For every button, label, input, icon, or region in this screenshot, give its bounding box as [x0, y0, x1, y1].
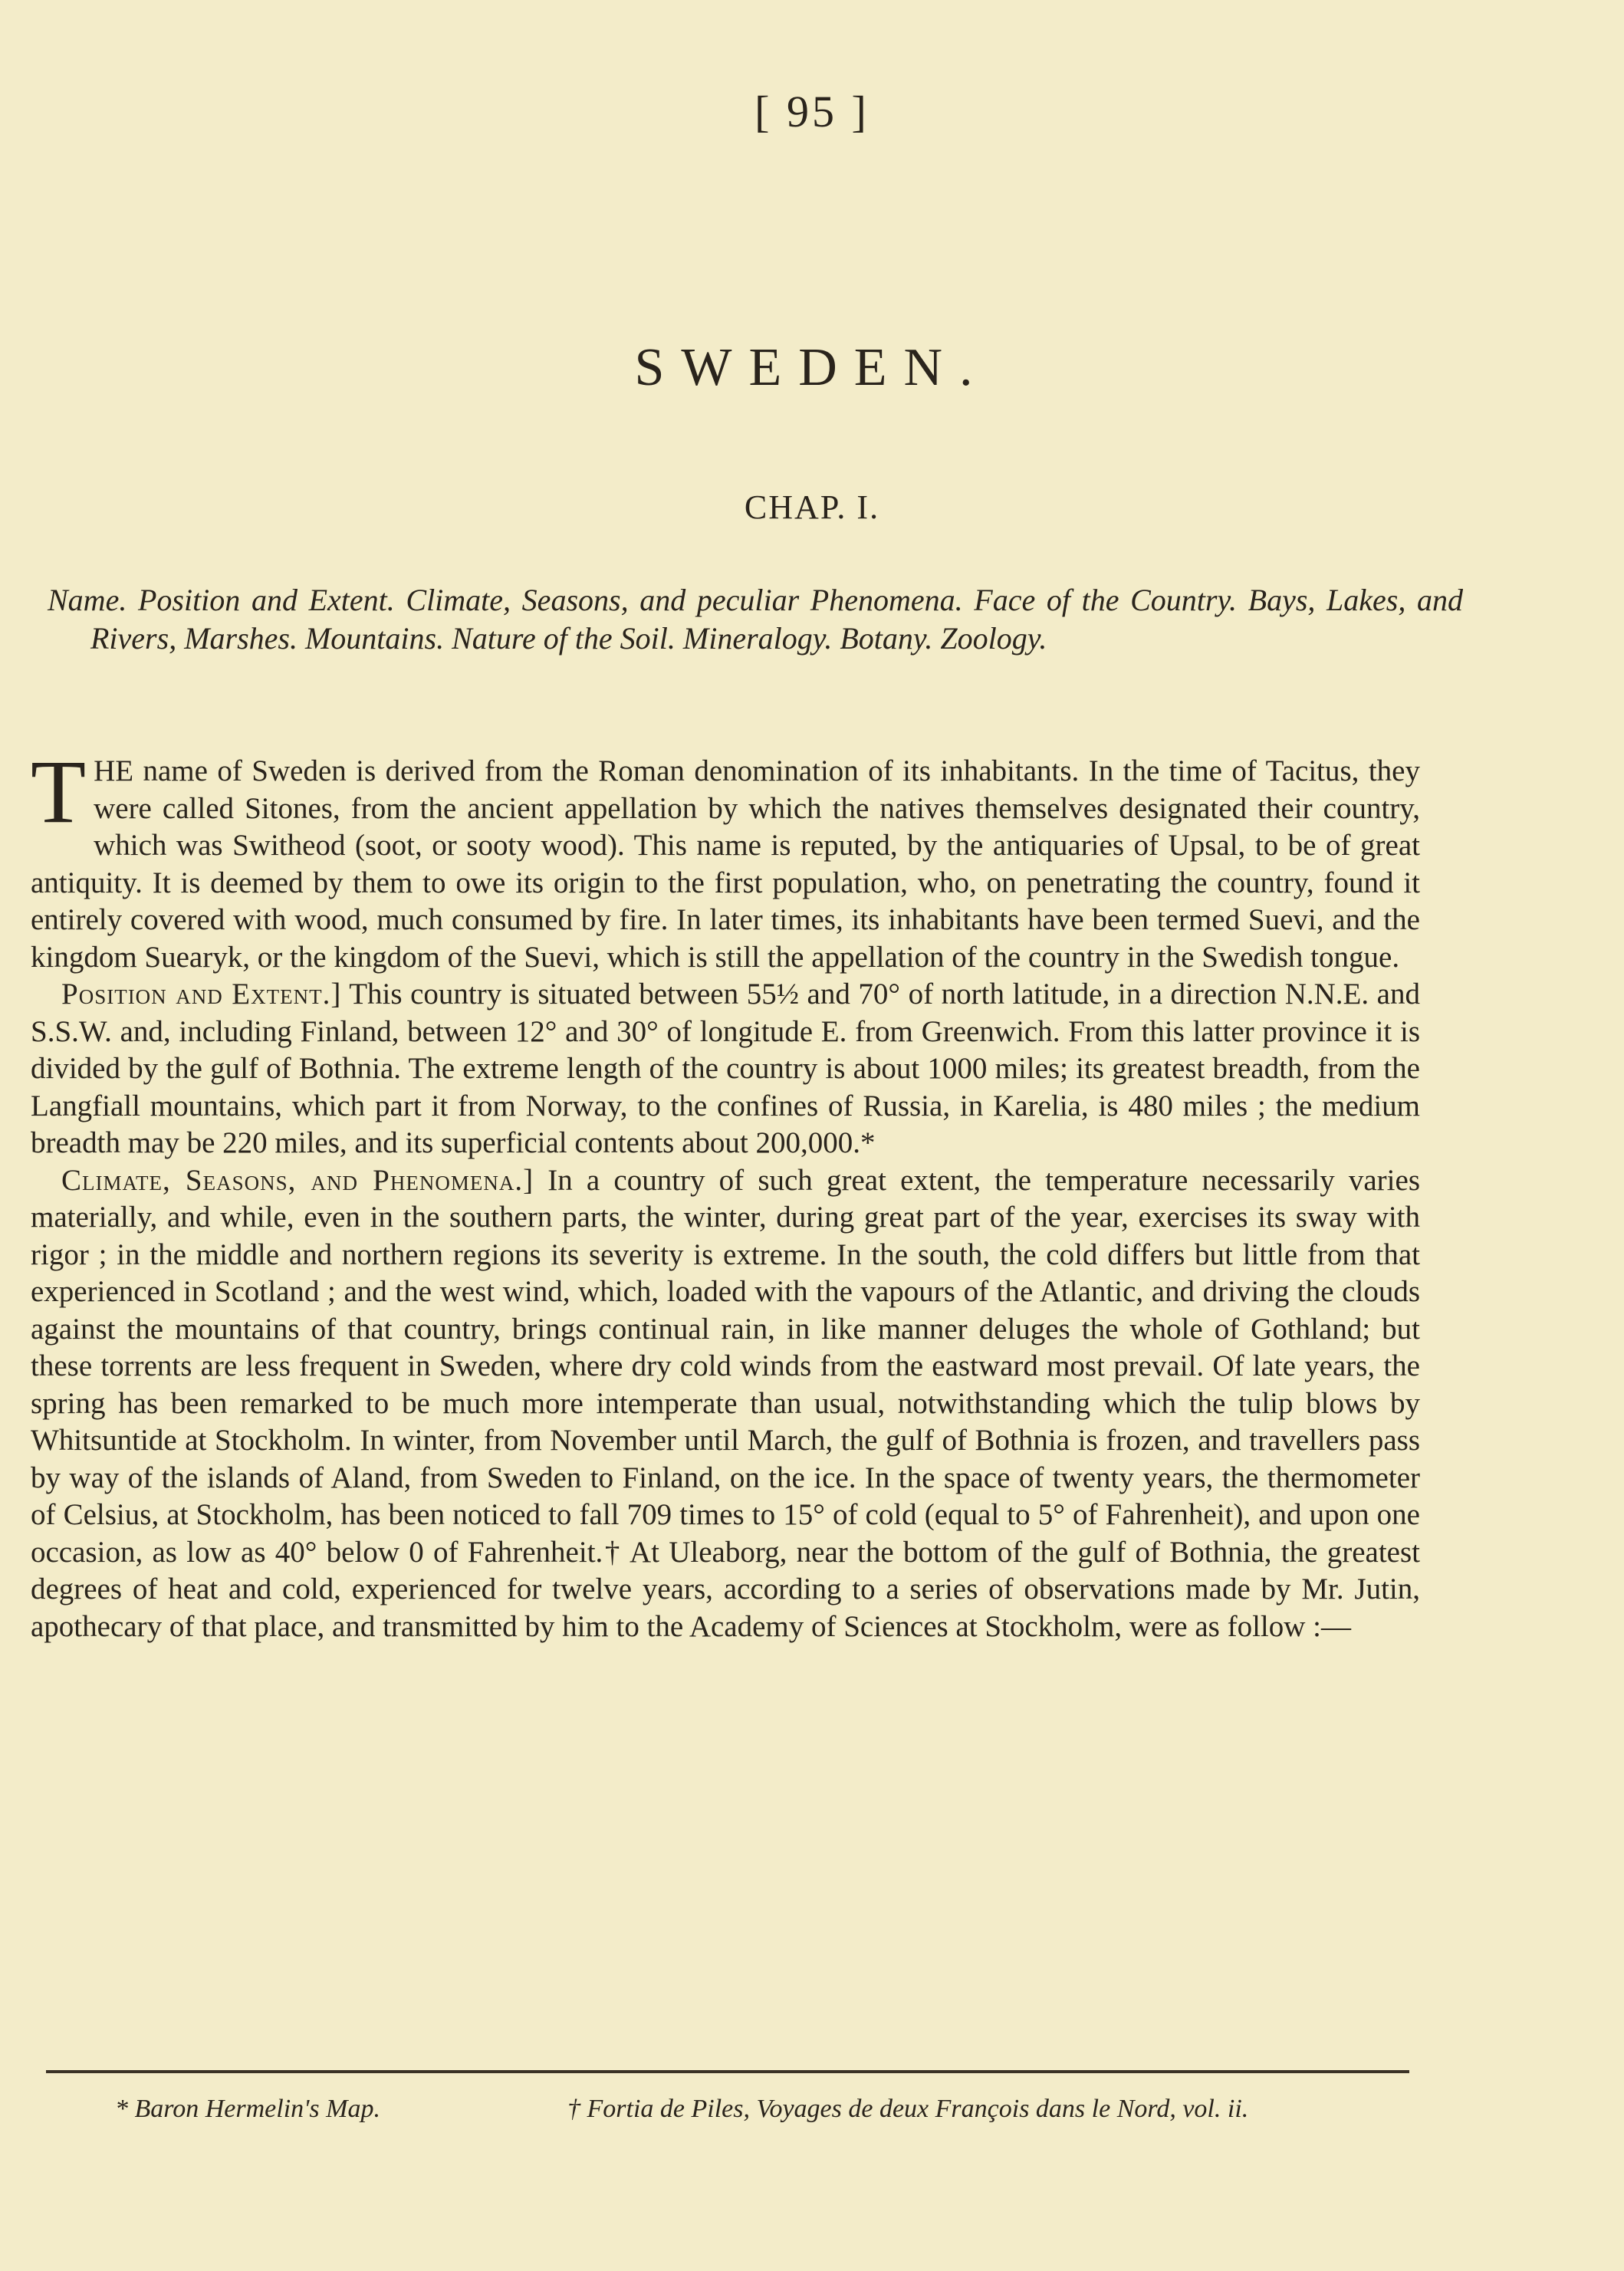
footnote-1: * Baron Hermelin's Map. [115, 2095, 380, 2123]
chapter-heading: CHAP. I. [744, 488, 880, 526]
paragraph-name [31, 741, 1420, 976]
page-number: [ 95 ] [754, 87, 870, 136]
page-title: SWEDEN. [634, 338, 990, 397]
footnote-divider [46, 2070, 1409, 2073]
paragraph-position-text: This country is situated between 55½ and 70° of north latitude, in a direction N.N.E. and S.S.W. and, including Finland, between 12° and 30° of longitude E. from Greenwich. From this latter province it is divided by the gulf of Bothnia. The extreme length of the country is about 1000 miles; its greatest breadth, from the Langfiall mountains, which part it from Norway, to the confines of Russia, in Karelia, is 480 miles ; the medium breadth may be 220 miles, and its superficial contents about 200,000.* [31, 978, 1420, 1159]
paragraph-climate [31, 1162, 1420, 1646]
paragraph-name-text: HE name of Sweden is derived from the Roman denomination of its inhabitants. In the time of Tacitus, they were called Sitones, from the ancient appellation by which the natives themselves designated their country, which was Switheod (soot, or sooty wood). This name is reputed, by the antiquaries of Upsal, to be of great antiquity. It is deemed by them to owe its origin to the first population, who, on penetrating the country, found it entirely covered with wood, much consumed by fire. In later times, its inhabitants have been termed Suevi, and the kingdom Suearyk, or the kingdom of the Suevi, which is still the appellation of the country in the Swedish tongue. [31, 754, 1420, 974]
section-heading-climate: Climate, Seasons, and Phenomena.] [61, 1163, 534, 1197]
footnote-2: † Fortia de Piles, Voyages de deux François dans le Nord, vol. ii. [567, 2095, 1249, 2123]
chapter-contents-summary: Name. Position and Extent. Climate, Seasons, and peculiar Phenomena. Face of the Country. Bays, Lakes, and Rivers, Marshes. Mountains. Nature of the Soil. Mineralogy. Botany. Zoology. [48, 583, 1463, 656]
paragraph-climate-text: In a country of such great extent, the temperature necessarily varies materially, and while, even in the southern parts, the winter, during great part of the year, exercises its sway with rigor ; in the middle and northern regions its severity is extreme. In the south, the cold differs but little from that experienced in Scotland ; and the west wind, which, loaded with the vapours of the Atlantic, and driving the clouds against the mountains of that country, brings continual rain, in like manner deluges the whole of Gothland; but these torrents are less frequent in Sweden, where dry cold winds from the eastward most prevail. Of late years, the spring has been remarked to be much more intemperate than usual, notwithstanding which the tulip blows by Whitsuntide at Stockholm. In winter, from November until March, the gulf of Bothnia is frozen, and travellers pass by way of the islands of Aland, from Sweden to Finland, on the ice. In the space of twenty years, the thermometer of Celsius, at Stockholm, has been noticed to fall 709 times to 15° of cold (equal to 5° of Fahrenheit), and upon one occasion, as low as 40° below 0 of Fahrenheit.† At Uleaborg, near the bottom of the gulf of Bothnia, the greatest degrees of heat and cold, experienced for twelve years, according to a series of observations made by Mr. Jutin, apothecary of that place, and transmitted by him to the Academy of Sciences at Stockholm, were as follow :— [31, 1163, 1420, 1643]
section-heading-position: Position and Extent.] [61, 978, 342, 1011]
drop-cap: T [31, 741, 87, 842]
paragraph-position [31, 976, 1420, 1162]
body-text [31, 741, 1420, 1645]
